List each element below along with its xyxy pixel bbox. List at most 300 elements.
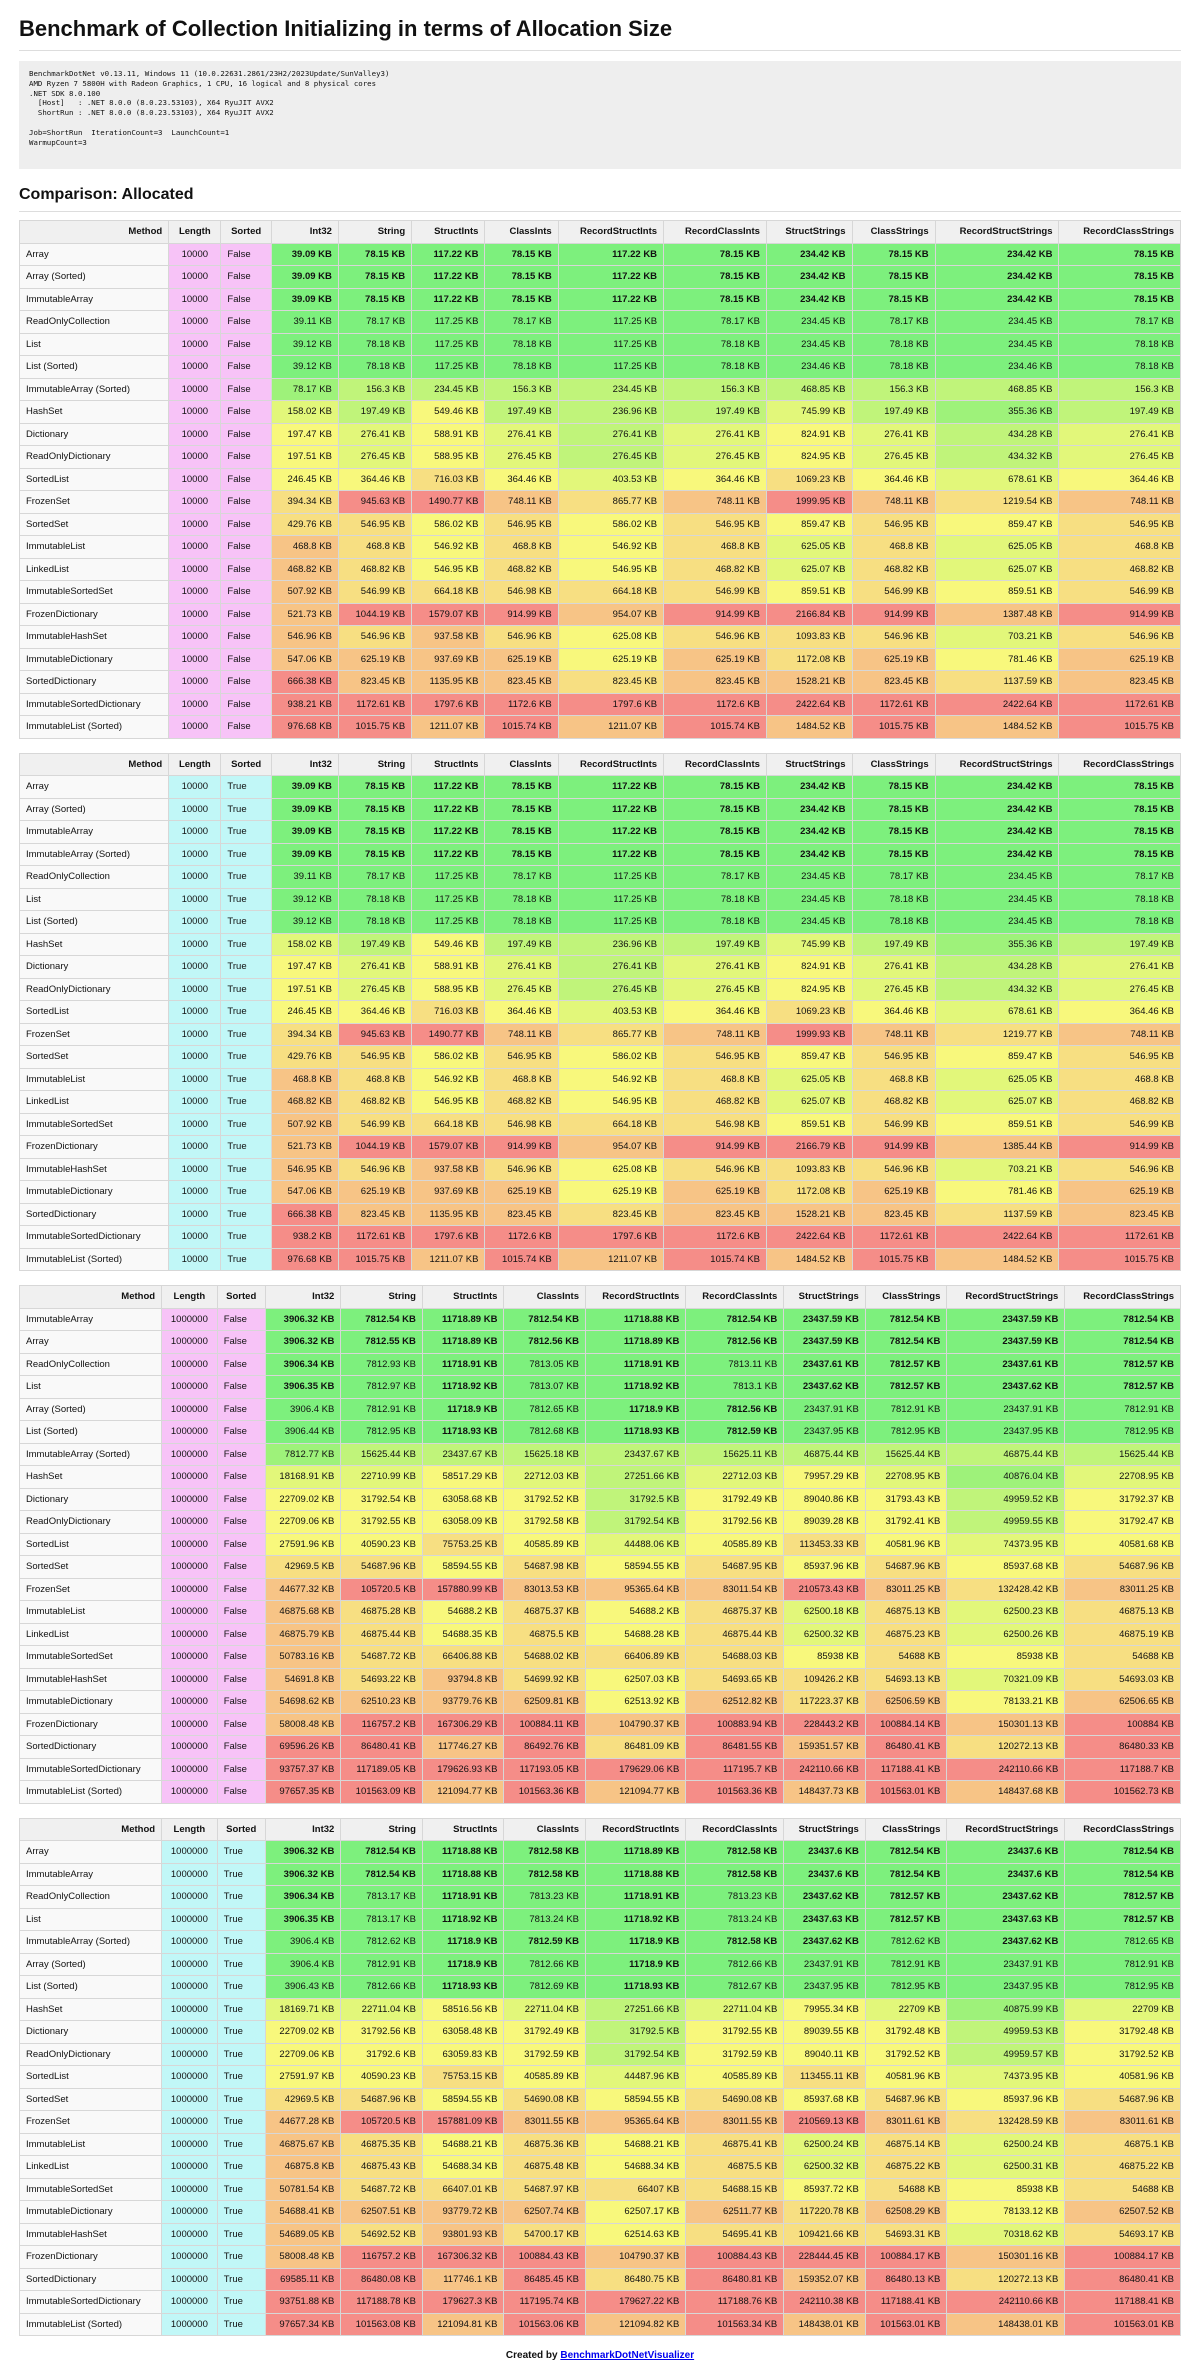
value-cell: 7812.54 KB (1065, 1863, 1181, 1886)
value-cell: 40585.89 KB (686, 2066, 784, 2089)
sorted-cell: True (221, 1113, 271, 1136)
value-cell: 78.15 KB (485, 798, 558, 821)
value-cell: 236.96 KB (558, 401, 663, 424)
value-cell: 100884.43 KB (504, 2246, 586, 2269)
method-cell: List (Sorted) (20, 1976, 162, 1999)
value-cell: 7812.56 KB (686, 1398, 784, 1421)
value-cell: 546.92 KB (412, 536, 485, 559)
sorted-cell: False (221, 311, 271, 334)
method-cell: FrozenSet (20, 491, 169, 514)
value-cell: 121094.81 KB (422, 2313, 504, 2336)
table-row (20, 1841, 1181, 1864)
value-cell: 11718.93 KB (422, 1421, 504, 1444)
length-cell: 1000000 (162, 1908, 218, 1931)
table-row (20, 1511, 1181, 1534)
sorted-cell: False (217, 1646, 265, 1669)
value-cell: 31792.55 KB (341, 1511, 423, 1534)
value-cell: 625.07 KB (766, 1091, 852, 1114)
value-cell: 546.96 KB (1059, 1158, 1181, 1181)
value-cell: 54700.17 KB (504, 2223, 586, 2246)
value-cell: 54688 KB (1065, 2178, 1181, 2201)
value-cell: 7812.77 KB (265, 1443, 341, 1466)
value-cell: 83013.53 KB (504, 1578, 586, 1601)
header-row (20, 1818, 1181, 1841)
value-cell: 66406.89 KB (586, 1646, 686, 1669)
value-cell: 78.15 KB (1059, 798, 1181, 821)
value-cell: 78.15 KB (852, 266, 935, 289)
value-cell: 40875.99 KB (947, 1998, 1065, 2021)
table-row (20, 1556, 1181, 1579)
length-cell: 1000000 (162, 2088, 218, 2111)
value-cell: 78.15 KB (664, 266, 767, 289)
value-cell: 7813.24 KB (504, 1908, 586, 1931)
value-cell: 625.05 KB (766, 1068, 852, 1091)
value-cell: 54688.02 KB (504, 1646, 586, 1669)
value-cell: 823.45 KB (338, 671, 411, 694)
length-cell: 10000 (169, 243, 221, 266)
value-cell: 546.92 KB (412, 1068, 485, 1091)
length-cell: 10000 (169, 1226, 221, 1249)
table-row (20, 1068, 1181, 1091)
value-cell: 7812.54 KB (865, 1308, 947, 1331)
sorted-cell: True (221, 1091, 271, 1114)
value-cell: 823.45 KB (338, 1203, 411, 1226)
value-cell: 78.17 KB (338, 866, 411, 889)
length-cell: 1000000 (162, 1443, 218, 1466)
value-cell: 7812.59 KB (686, 1421, 784, 1444)
value-cell: 54688.28 KB (586, 1623, 686, 1646)
value-cell: 18168.91 KB (265, 1466, 341, 1489)
method-cell: ImmutableHashSet (20, 1158, 169, 1181)
method-cell: ImmutableList (20, 536, 169, 559)
value-cell: 54693.17 KB (1065, 2223, 1181, 2246)
table-row (20, 2088, 1181, 2111)
method-cell: LinkedList (20, 1623, 162, 1646)
method-cell: FrozenDictionary (20, 1713, 162, 1736)
value-cell: 101563.01 KB (865, 1781, 947, 1804)
value-cell: 625.19 KB (1059, 648, 1181, 671)
value-cell: 1172.61 KB (1059, 1226, 1181, 1249)
value-cell: 914.99 KB (852, 603, 935, 626)
length-cell: 10000 (169, 581, 221, 604)
value-cell: 97657.35 KB (265, 1781, 341, 1804)
value-cell: 46875.28 KB (341, 1601, 423, 1624)
value-cell: 625.08 KB (558, 1158, 663, 1181)
method-cell: ImmutableHashSet (20, 2223, 162, 2246)
value-cell: 86480.41 KB (1065, 2268, 1181, 2291)
length-cell: 10000 (169, 1158, 221, 1181)
table-row (20, 1668, 1181, 1691)
value-cell: 104790.37 KB (586, 2246, 686, 2269)
value-cell: 54693.65 KB (686, 1668, 784, 1691)
results-table (19, 753, 1181, 1272)
footer-prefix: Created by (505, 2350, 561, 2361)
value-cell: 546.95 KB (852, 513, 935, 536)
value-cell: 546.95 KB (485, 1046, 558, 1069)
table-row (20, 2043, 1181, 2066)
column-header: ClassInts (504, 1818, 586, 1841)
value-cell: 588.95 KB (412, 446, 485, 469)
length-cell: 10000 (169, 1113, 221, 1136)
sorted-cell: True (221, 798, 271, 821)
value-cell: 1219.54 KB (935, 491, 1059, 514)
length-cell: 1000000 (162, 2201, 218, 2224)
value-cell: 78.18 KB (664, 333, 767, 356)
length-cell: 10000 (169, 1181, 221, 1204)
value-cell: 1797.6 KB (412, 1226, 485, 1249)
value-cell: 234.42 KB (766, 243, 852, 266)
table-row (20, 378, 1181, 401)
value-cell: 62512.82 KB (686, 1691, 784, 1714)
table-row (20, 1976, 1181, 1999)
value-cell: 823.45 KB (664, 671, 767, 694)
value-cell: 18169.71 KB (265, 1998, 341, 2021)
value-cell: 23437.95 KB (784, 1421, 866, 1444)
value-cell: 54688 KB (1065, 1646, 1181, 1669)
method-cell: HashSet (20, 1998, 162, 2021)
method-cell: Array (Sorted) (20, 1398, 162, 1421)
value-cell: 40581.96 KB (865, 1533, 947, 1556)
value-cell: 7813.17 KB (341, 1886, 423, 1909)
value-cell: 3906.35 KB (265, 1908, 341, 1931)
value-cell: 546.95 KB (1059, 1046, 1181, 1069)
value-cell: 1015.75 KB (852, 1248, 935, 1271)
value-cell: 546.99 KB (338, 1113, 411, 1136)
value-cell: 197.47 KB (271, 956, 338, 979)
sorted-cell: False (221, 513, 271, 536)
sorted-cell: False (217, 1578, 265, 1601)
value-cell: 666.38 KB (271, 671, 338, 694)
sorted-cell: True (217, 2088, 265, 2111)
value-cell: 546.95 KB (338, 513, 411, 536)
value-cell: 197.51 KB (271, 446, 338, 469)
value-cell: 11718.89 KB (422, 1308, 504, 1331)
value-cell: 62507.17 KB (586, 2201, 686, 2224)
value-cell: 22709 KB (1065, 1998, 1181, 2021)
value-cell: 242110.66 KB (784, 1758, 866, 1781)
value-cell: 1015.75 KB (338, 716, 411, 739)
value-cell: 58516.56 KB (422, 1998, 504, 2021)
value-cell: 1093.83 KB (766, 626, 852, 649)
value-cell: 40590.23 KB (341, 1533, 423, 1556)
value-cell: 93779.76 KB (422, 1691, 504, 1714)
value-cell: 468.82 KB (1059, 1091, 1181, 1114)
value-cell: 1172.6 KB (485, 693, 558, 716)
table-row (20, 446, 1181, 469)
length-cell: 1000000 (162, 1466, 218, 1489)
value-cell: 546.98 KB (485, 581, 558, 604)
value-cell: 78.18 KB (852, 333, 935, 356)
value-cell: 27591.96 KB (265, 1533, 341, 1556)
value-cell: 156.3 KB (338, 378, 411, 401)
value-cell: 276.41 KB (852, 423, 935, 446)
sorted-cell: False (217, 1376, 265, 1399)
value-cell: 7812.97 KB (341, 1376, 423, 1399)
value-cell: 625.05 KB (935, 536, 1059, 559)
method-cell: SortedSet (20, 2088, 162, 2111)
value-cell: 159351.57 KB (784, 1736, 866, 1759)
method-cell: ReadOnlyCollection (20, 1353, 162, 1376)
value-cell: 664.18 KB (412, 1113, 485, 1136)
header-row (20, 753, 1181, 776)
table-row (20, 626, 1181, 649)
value-cell: 78.18 KB (664, 888, 767, 911)
value-cell: 23437.62 KB (947, 1931, 1065, 1954)
column-header: RecordStructStrings (935, 221, 1059, 244)
value-cell: 546.96 KB (664, 1158, 767, 1181)
sorted-cell: True (217, 2133, 265, 2156)
value-cell: 62514.63 KB (586, 2223, 686, 2246)
value-cell: 7812.56 KB (686, 1331, 784, 1354)
table-row (20, 1376, 1181, 1399)
value-cell: 78.18 KB (338, 911, 411, 934)
value-cell: 100883.94 KB (686, 1713, 784, 1736)
value-cell: 3906.43 KB (265, 1976, 341, 1999)
method-cell: ImmutableHashSet (20, 626, 169, 649)
value-cell: 1172.61 KB (852, 693, 935, 716)
value-cell: 434.28 KB (935, 956, 1059, 979)
sorted-cell: True (217, 2021, 265, 2044)
value-cell: 117.25 KB (412, 888, 485, 911)
value-cell: 586.02 KB (558, 1046, 663, 1069)
column-header: Length (169, 221, 221, 244)
value-cell: 547.06 KB (271, 648, 338, 671)
sorted-cell: False (221, 491, 271, 514)
length-cell: 1000000 (162, 1646, 218, 1669)
value-cell: 15625.44 KB (865, 1443, 947, 1466)
column-header: StructStrings (784, 1818, 866, 1841)
column-header: ClassStrings (865, 1818, 947, 1841)
column-header: RecordClassStrings (1059, 753, 1181, 776)
value-cell: 1528.21 KB (766, 1203, 852, 1226)
value-cell: 78.18 KB (1059, 911, 1181, 934)
value-cell: 39.12 KB (271, 888, 338, 911)
method-cell: ImmutableSortedSet (20, 1646, 162, 1669)
value-cell: 355.36 KB (935, 401, 1059, 424)
method-cell: LinkedList (20, 2156, 162, 2179)
value-cell: 781.46 KB (935, 1181, 1059, 1204)
value-cell: 116757.2 KB (341, 2246, 423, 2269)
value-cell: 197.49 KB (664, 401, 767, 424)
table-row (20, 798, 1181, 821)
value-cell: 276.45 KB (852, 446, 935, 469)
value-cell: 54693.13 KB (865, 1668, 947, 1691)
table-row (20, 243, 1181, 266)
value-cell: 117.25 KB (412, 311, 485, 334)
sorted-cell: True (217, 1953, 265, 1976)
value-cell: 625.19 KB (485, 1181, 558, 1204)
value-cell: 86480.41 KB (341, 1736, 423, 1759)
length-cell: 1000000 (162, 1931, 218, 1954)
column-header: StructInts (422, 1818, 504, 1841)
value-cell: 120272.13 KB (947, 2268, 1065, 2291)
value-cell: 62513.92 KB (586, 1691, 686, 1714)
value-cell: 546.92 KB (558, 1068, 663, 1091)
sorted-cell: False (221, 626, 271, 649)
results-tables (19, 220, 1181, 2336)
value-cell: 234.42 KB (935, 821, 1059, 844)
table-row (20, 1533, 1181, 1556)
value-cell: 7812.54 KB (504, 1308, 586, 1331)
length-cell: 1000000 (162, 1623, 218, 1646)
length-cell: 10000 (169, 911, 221, 934)
value-cell: 62507.52 KB (1065, 2201, 1181, 2224)
value-cell: 40581.68 KB (1065, 1533, 1181, 1556)
value-cell: 824.91 KB (766, 423, 852, 446)
value-cell: 468.82 KB (338, 558, 411, 581)
value-cell: 117.22 KB (412, 776, 485, 799)
value-cell: 1528.21 KB (766, 671, 852, 694)
value-cell: 824.91 KB (766, 956, 852, 979)
value-cell: 3906.32 KB (265, 1841, 341, 1864)
length-cell: 10000 (169, 888, 221, 911)
value-cell: 23437.63 KB (784, 1908, 866, 1931)
value-cell: 1172.08 KB (766, 648, 852, 671)
value-cell: 40585.89 KB (504, 1533, 586, 1556)
value-cell: 11718.93 KB (422, 1976, 504, 1999)
value-cell: 625.08 KB (558, 626, 663, 649)
method-cell: LinkedList (20, 1091, 169, 1114)
value-cell: 117223.37 KB (784, 1691, 866, 1714)
table-row (20, 1781, 1181, 1804)
value-cell: 364.46 KB (485, 468, 558, 491)
value-cell: 27251.66 KB (586, 1998, 686, 2021)
value-cell: 31792.6 KB (341, 2043, 423, 2066)
value-cell: 179627.22 KB (586, 2291, 686, 2314)
value-cell: 703.21 KB (935, 626, 1059, 649)
value-cell: 1999.95 KB (766, 491, 852, 514)
sorted-cell: False (221, 423, 271, 446)
method-cell: SortedSet (20, 1046, 169, 1069)
value-cell: 242110.38 KB (784, 2291, 866, 2314)
value-cell: 46875.13 KB (865, 1601, 947, 1624)
sorted-cell: True (217, 2223, 265, 2246)
value-cell: 89040.86 KB (784, 1488, 866, 1511)
value-cell: 62509.81 KB (504, 1691, 586, 1714)
value-cell: 132428.59 KB (947, 2111, 1065, 2134)
column-header: RecordClassInts (664, 221, 767, 244)
sorted-cell: True (221, 843, 271, 866)
value-cell: 364.46 KB (485, 1001, 558, 1024)
value-cell: 117188.7 KB (1065, 1758, 1181, 1781)
length-cell: 10000 (169, 536, 221, 559)
sorted-cell: False (217, 1488, 265, 1511)
value-cell: 7812.65 KB (504, 1398, 586, 1421)
value-cell: 7812.54 KB (865, 1841, 947, 1864)
sorted-cell: False (221, 356, 271, 379)
value-cell: 117.25 KB (558, 311, 663, 334)
value-cell: 364.46 KB (1059, 468, 1181, 491)
value-cell: 1490.77 KB (412, 491, 485, 514)
column-header: StructStrings (766, 753, 852, 776)
value-cell: 179627.3 KB (422, 2291, 504, 2314)
value-cell: 1490.77 KB (412, 1023, 485, 1046)
value-cell: 179629.06 KB (586, 1758, 686, 1781)
value-cell: 914.99 KB (852, 1136, 935, 1159)
value-cell: 11718.92 KB (422, 1908, 504, 1931)
value-cell: 86480.13 KB (865, 2268, 947, 2291)
value-cell: 54687.72 KB (341, 2178, 423, 2201)
value-cell: 1797.6 KB (558, 1226, 663, 1249)
table-row (20, 776, 1181, 799)
value-cell: 46875.44 KB (686, 1623, 784, 1646)
value-cell: 7812.91 KB (865, 1953, 947, 1976)
method-cell: ReadOnlyDictionary (20, 2043, 162, 2066)
value-cell: 7812.91 KB (1065, 1398, 1181, 1421)
value-cell: 546.99 KB (852, 1113, 935, 1136)
visualizer-link[interactable]: BenchmarkDotNetVisualizer (560, 2350, 695, 2361)
value-cell: 197.49 KB (338, 933, 411, 956)
length-cell: 10000 (169, 1203, 221, 1226)
length-cell: 1000000 (162, 1421, 218, 1444)
value-cell: 58594.55 KB (422, 1556, 504, 1579)
value-cell: 2166.84 KB (766, 603, 852, 626)
value-cell: 625.19 KB (664, 1181, 767, 1204)
sorted-cell: False (217, 1713, 265, 1736)
value-cell: 468.8 KB (485, 536, 558, 559)
value-cell: 914.99 KB (664, 1136, 767, 1159)
value-cell: 105720.5 KB (341, 2111, 423, 2134)
value-cell: 78.15 KB (664, 798, 767, 821)
method-cell: SortedList (20, 2066, 162, 2089)
value-cell: 22711.04 KB (341, 1998, 423, 2021)
column-header: RecordClassStrings (1065, 1818, 1181, 1841)
table-row (20, 2133, 1181, 2156)
value-cell: 7812.57 KB (1065, 1886, 1181, 1909)
table-row (20, 671, 1181, 694)
value-cell: 546.99 KB (1059, 1113, 1181, 1136)
value-cell: 101563.34 KB (686, 2313, 784, 2336)
value-cell: 31792.49 KB (686, 1488, 784, 1511)
value-cell: 945.63 KB (338, 1023, 411, 1046)
length-cell: 1000000 (162, 1331, 218, 1354)
method-cell: List (20, 333, 169, 356)
method-cell: ImmutableList (Sorted) (20, 1248, 169, 1271)
value-cell: 625.19 KB (338, 648, 411, 671)
method-cell: SortedDictionary (20, 1736, 162, 1759)
value-cell: 3906.32 KB (265, 1331, 341, 1354)
sorted-cell: True (221, 1203, 271, 1226)
length-cell: 10000 (169, 956, 221, 979)
sorted-cell: True (221, 1181, 271, 1204)
value-cell: 31792.48 KB (1065, 2021, 1181, 2044)
value-cell: 1044.19 KB (338, 603, 411, 626)
sorted-cell: False (217, 1533, 265, 1556)
value-cell: 625.19 KB (558, 1181, 663, 1204)
value-cell: 39.11 KB (271, 311, 338, 334)
value-cell: 824.95 KB (766, 978, 852, 1001)
value-cell: 27591.97 KB (265, 2066, 341, 2089)
value-cell: 100884 KB (1065, 1713, 1181, 1736)
value-cell: 44488.06 KB (586, 1533, 686, 1556)
value-cell: 276.41 KB (558, 956, 663, 979)
value-cell: 22711.04 KB (686, 1998, 784, 2021)
value-cell: 11718.88 KB (586, 1863, 686, 1886)
value-cell: 69596.26 KB (265, 1736, 341, 1759)
table-row (20, 693, 1181, 716)
method-cell: List (Sorted) (20, 911, 169, 934)
column-header: Sorted (221, 753, 271, 776)
table-row (20, 2246, 1181, 2269)
value-cell: 54687.95 KB (686, 1556, 784, 1579)
value-cell: 117.25 KB (412, 356, 485, 379)
value-cell: 44487.96 KB (586, 2066, 686, 2089)
sorted-cell: True (217, 2291, 265, 2314)
length-cell: 10000 (169, 821, 221, 844)
value-cell: 31792.41 KB (865, 1511, 947, 1534)
sorted-cell: False (217, 1668, 265, 1691)
table-row (20, 1646, 1181, 1669)
